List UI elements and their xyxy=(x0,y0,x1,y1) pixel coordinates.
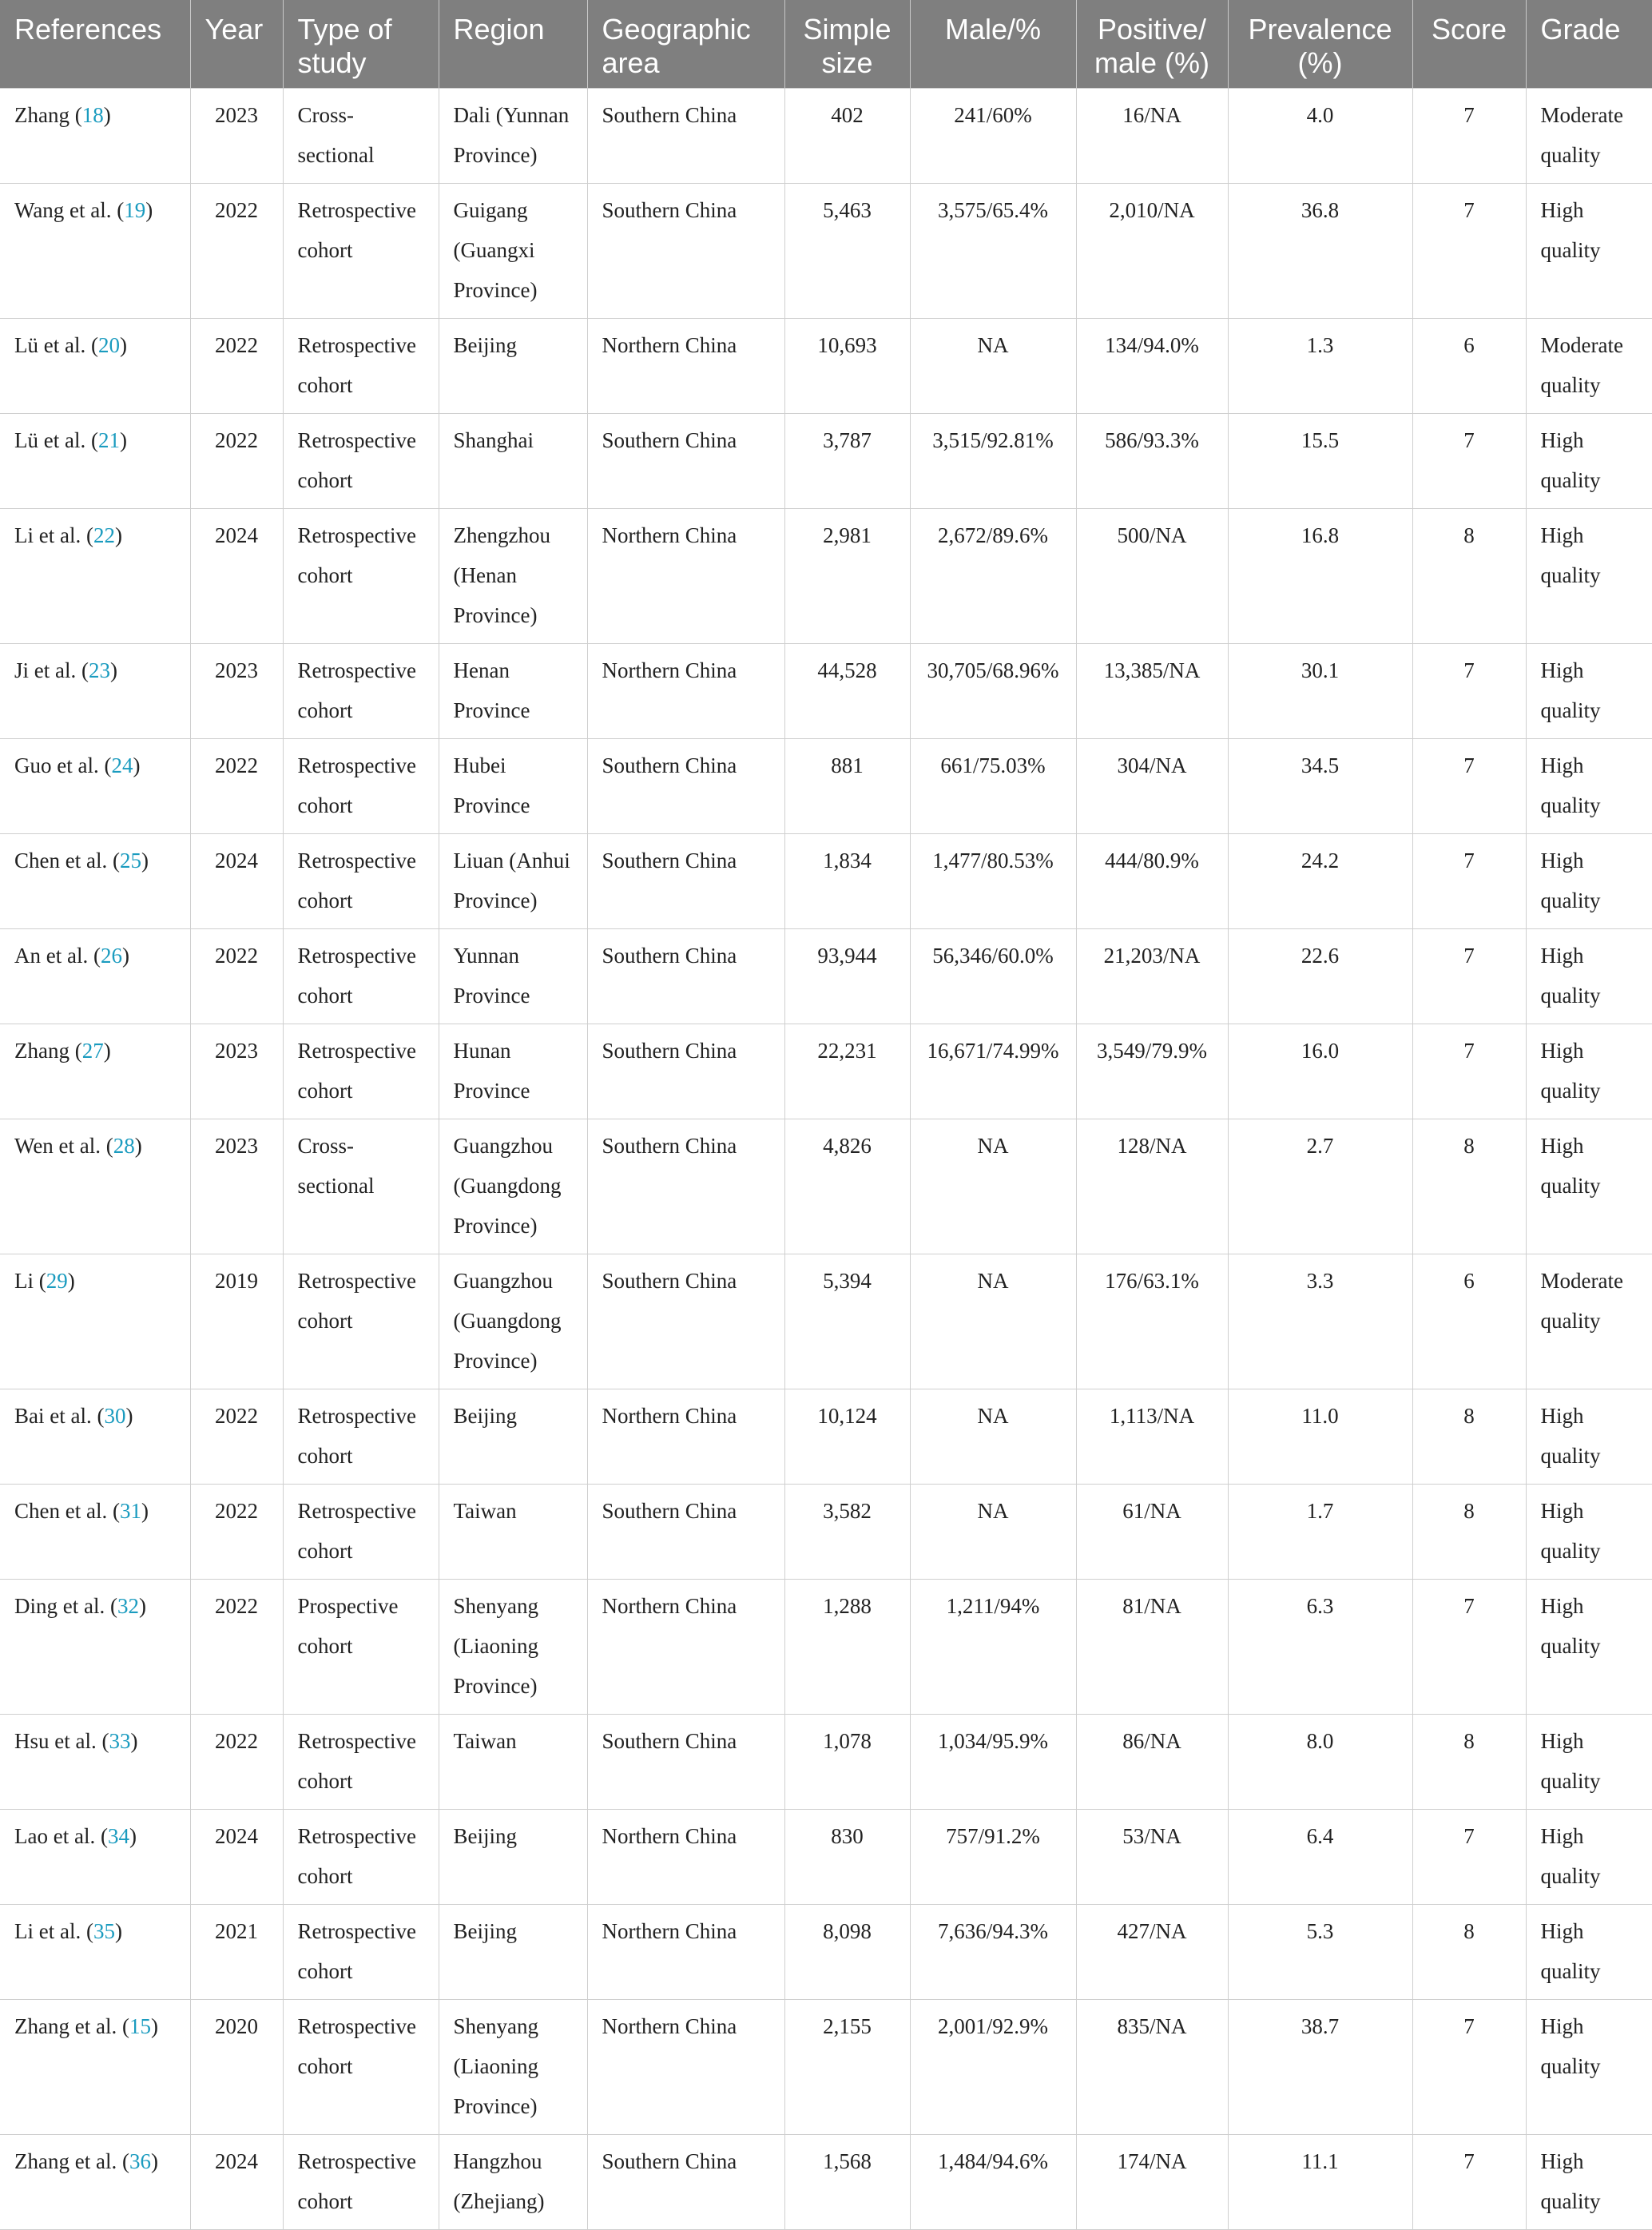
author: Chen et al. xyxy=(14,849,108,873)
year-cell: 2022 xyxy=(190,319,283,414)
prevalence-cell: 1.7 xyxy=(1228,1485,1412,1580)
positive-male-cell: 176/63.1% xyxy=(1076,1254,1228,1389)
sample-size-cell: 2,155 xyxy=(784,2000,910,2135)
header-geographic-area: Geographic area xyxy=(587,0,784,89)
year-cell: 2021 xyxy=(190,1905,283,2000)
score-cell: 8 xyxy=(1412,1119,1526,1254)
reference-cell: Zhang (27) xyxy=(0,1024,190,1119)
sample-size-cell: 1,834 xyxy=(784,834,910,929)
reference-link[interactable]: 28 xyxy=(113,1134,135,1158)
geographic-area-cell: Southern China xyxy=(587,2135,784,2230)
geographic-area-cell: Southern China xyxy=(587,1254,784,1389)
grade-cell: High quality xyxy=(1526,1119,1652,1254)
year-cell: 2024 xyxy=(190,2135,283,2230)
prevalence-cell: 5.3 xyxy=(1228,1905,1412,2000)
table-row xyxy=(0,1715,1652,1810)
male-cell: 7,636/94.3% xyxy=(910,1905,1076,2000)
year-cell: 2020 xyxy=(190,2000,283,2135)
sample-size-cell: 4,826 xyxy=(784,1119,910,1254)
geographic-area-cell: Southern China xyxy=(587,89,784,184)
score-cell: 7 xyxy=(1412,1810,1526,1905)
positive-male-cell: 500/NA xyxy=(1076,509,1228,644)
author: Li et al. xyxy=(14,1919,81,1943)
author: Hsu et al. xyxy=(14,1729,97,1753)
type-cell: Retrospective cohort xyxy=(283,184,439,319)
type-cell: Retrospective cohort xyxy=(283,644,439,739)
year-cell: 2022 xyxy=(190,1715,283,1810)
positive-male-cell: 134/94.0% xyxy=(1076,319,1228,414)
author: Wang et al. xyxy=(14,198,112,222)
region-cell: Hunan Province xyxy=(439,1024,587,1119)
male-cell: NA xyxy=(910,1254,1076,1389)
type-cell: Cross-sectional xyxy=(283,1119,439,1254)
author: Zhang xyxy=(14,1039,69,1063)
male-cell: 3,515/92.81% xyxy=(910,414,1076,509)
region-cell: Taiwan xyxy=(439,1715,587,1810)
geographic-area-cell: Northern China xyxy=(587,509,784,644)
sample-size-cell: 10,693 xyxy=(784,319,910,414)
header-simple-size: Simple size xyxy=(784,0,910,89)
male-cell: NA xyxy=(910,319,1076,414)
sample-size-cell: 5,463 xyxy=(784,184,910,319)
reference-link[interactable]: 24 xyxy=(111,753,133,777)
reference-cell: Zhang et al. (36) xyxy=(0,2135,190,2230)
grade-cell: High quality xyxy=(1526,414,1652,509)
prevalence-cell: 3.3 xyxy=(1228,1254,1412,1389)
reference-link[interactable]: 25 xyxy=(119,849,141,873)
reference-cell: Li et al. (22) xyxy=(0,509,190,644)
author: Ding et al. xyxy=(14,1594,105,1618)
reference-cell: Guo et al. (24) xyxy=(0,739,190,834)
header-male: Male/% xyxy=(910,0,1076,89)
male-cell: 56,346/60.0% xyxy=(910,929,1076,1024)
header-region: Region xyxy=(439,0,587,89)
score-cell: 7 xyxy=(1412,1024,1526,1119)
male-cell: 1,484/94.6% xyxy=(910,2135,1076,2230)
table-row xyxy=(0,1905,1652,2000)
table-row xyxy=(0,1254,1652,1389)
year-cell: 2024 xyxy=(190,509,283,644)
positive-male-cell: 53/NA xyxy=(1076,1810,1228,1905)
type-cell: Retrospective cohort xyxy=(283,929,439,1024)
score-cell: 7 xyxy=(1412,834,1526,929)
table-row xyxy=(0,929,1652,1024)
positive-male-cell: 1,113/NA xyxy=(1076,1389,1228,1485)
geographic-area-cell: Southern China xyxy=(587,1485,784,1580)
positive-male-cell: 13,385/NA xyxy=(1076,644,1228,739)
sample-size-cell: 1,568 xyxy=(784,2135,910,2230)
geographic-area-cell: Southern China xyxy=(587,1119,784,1254)
sample-size-cell: 44,528 xyxy=(784,644,910,739)
author: Guo et al. xyxy=(14,753,99,777)
geographic-area-cell: Southern China xyxy=(587,834,784,929)
author: Chen et al. xyxy=(14,1499,108,1523)
score-cell: 6 xyxy=(1412,1254,1526,1389)
header-positive-male: Positive/ male (%) xyxy=(1076,0,1228,89)
score-cell: 7 xyxy=(1412,739,1526,834)
geographic-area-cell: Southern China xyxy=(587,929,784,1024)
year-cell: 2022 xyxy=(190,1389,283,1485)
prevalence-cell: 1.3 xyxy=(1228,319,1412,414)
male-cell: 661/75.03% xyxy=(910,739,1076,834)
author: Bai et al. xyxy=(14,1404,92,1428)
reference-link[interactable]: 33 xyxy=(109,1729,131,1753)
author: An et al. xyxy=(14,944,89,968)
author: Wen et al. xyxy=(14,1134,101,1158)
positive-male-cell: 81/NA xyxy=(1076,1580,1228,1715)
reference-cell: Ji et al. (23) xyxy=(0,644,190,739)
grade-cell: Moderate quality xyxy=(1526,1254,1652,1389)
score-cell: 8 xyxy=(1412,1389,1526,1485)
reference-link[interactable]: 30 xyxy=(104,1404,126,1428)
reference-link[interactable]: 36 xyxy=(129,2149,151,2173)
region-cell: Hangzhou (Zhejiang) xyxy=(439,2135,587,2230)
reference-cell: Zhang et al. (15) xyxy=(0,2000,190,2135)
male-cell: 1,477/80.53% xyxy=(910,834,1076,929)
year-cell: 2022 xyxy=(190,1485,283,1580)
prevalence-cell: 11.1 xyxy=(1228,2135,1412,2230)
type-cell: Retrospective cohort xyxy=(283,1254,439,1389)
prevalence-cell: 4.0 xyxy=(1228,89,1412,184)
grade-cell: Moderate quality xyxy=(1526,319,1652,414)
author: Lü et al. xyxy=(14,333,86,357)
prevalence-cell: 8.0 xyxy=(1228,1715,1412,1810)
reference-cell: Ding et al. (32) xyxy=(0,1580,190,1715)
header-year: Year xyxy=(190,0,283,89)
grade-cell: High quality xyxy=(1526,1715,1652,1810)
reference-link[interactable]: 18 xyxy=(81,103,104,127)
positive-male-cell: 61/NA xyxy=(1076,1485,1228,1580)
grade-cell: High quality xyxy=(1526,2135,1652,2230)
reference-cell: Chen et al. (25) xyxy=(0,834,190,929)
positive-male-cell: 444/80.9% xyxy=(1076,834,1228,929)
type-cell: Retrospective cohort xyxy=(283,1024,439,1119)
geographic-area-cell: Northern China xyxy=(587,644,784,739)
header-references: References xyxy=(0,0,190,89)
grade-cell: Moderate quality xyxy=(1526,89,1652,184)
grade-cell: High quality xyxy=(1526,1580,1652,1715)
year-cell: 2022 xyxy=(190,1580,283,1715)
geographic-area-cell: Northern China xyxy=(587,1905,784,2000)
author: Li et al. xyxy=(14,523,81,547)
male-cell: 1,034/95.9% xyxy=(910,1715,1076,1810)
positive-male-cell: 174/NA xyxy=(1076,2135,1228,2230)
type-cell: Retrospective cohort xyxy=(283,1905,439,2000)
prevalence-cell: 16.0 xyxy=(1228,1024,1412,1119)
sample-size-cell: 2,981 xyxy=(784,509,910,644)
reference-link[interactable]: 34 xyxy=(107,1824,129,1848)
region-cell: Guangzhou (Guangdong Province) xyxy=(439,1254,587,1389)
prevalence-cell: 38.7 xyxy=(1228,2000,1412,2135)
year-cell: 2022 xyxy=(190,739,283,834)
table-row xyxy=(0,1580,1652,1715)
reference-cell: An et al. (26) xyxy=(0,929,190,1024)
grade-cell: High quality xyxy=(1526,1485,1652,1580)
score-cell: 6 xyxy=(1412,319,1526,414)
male-cell: 3,575/65.4% xyxy=(910,184,1076,319)
male-cell: 30,705/68.96% xyxy=(910,644,1076,739)
table-row xyxy=(0,2000,1652,2135)
grade-cell: High quality xyxy=(1526,1024,1652,1119)
table-row xyxy=(0,2135,1652,2230)
author: Li xyxy=(14,1269,34,1293)
positive-male-cell: 21,203/NA xyxy=(1076,929,1228,1024)
reference-cell: Lao et al. (34) xyxy=(0,1810,190,1905)
reference-link[interactable]: 26 xyxy=(100,944,122,968)
geographic-area-cell: Southern China xyxy=(587,1024,784,1119)
score-cell: 8 xyxy=(1412,1715,1526,1810)
grade-cell: High quality xyxy=(1526,2000,1652,2135)
grade-cell: High quality xyxy=(1526,184,1652,319)
sample-size-cell: 3,787 xyxy=(784,414,910,509)
region-cell: Guigang (Guangxi Province) xyxy=(439,184,587,319)
year-cell: 2022 xyxy=(190,929,283,1024)
year-cell: 2023 xyxy=(190,89,283,184)
sample-size-cell: 8,098 xyxy=(784,1905,910,2000)
positive-male-cell: 304/NA xyxy=(1076,739,1228,834)
region-cell: Henan Province xyxy=(439,644,587,739)
reference-link[interactable]: 35 xyxy=(93,1919,115,1943)
score-cell: 8 xyxy=(1412,509,1526,644)
type-cell: Retrospective cohort xyxy=(283,319,439,414)
score-cell: 7 xyxy=(1412,1580,1526,1715)
reference-link[interactable]: 27 xyxy=(81,1039,104,1063)
male-cell: NA xyxy=(910,1119,1076,1254)
author: Zhang et al. xyxy=(14,2149,117,2173)
author: Lao et al. xyxy=(14,1824,96,1848)
positive-male-cell: 86/NA xyxy=(1076,1715,1228,1810)
score-cell: 7 xyxy=(1412,2135,1526,2230)
sample-size-cell: 93,944 xyxy=(784,929,910,1024)
table-row xyxy=(0,1810,1652,1905)
reference-cell: Wang et al. (19) xyxy=(0,184,190,319)
geographic-area-cell: Northern China xyxy=(587,1580,784,1715)
header-grade: Grade xyxy=(1526,0,1652,89)
author: Zhang et al. xyxy=(14,2014,117,2038)
table-row xyxy=(0,319,1652,414)
region-cell: Beijing xyxy=(439,319,587,414)
prevalence-cell: 36.8 xyxy=(1228,184,1412,319)
prevalence-cell: 30.1 xyxy=(1228,644,1412,739)
score-cell: 7 xyxy=(1412,184,1526,319)
author: Zhang xyxy=(14,103,69,127)
grade-cell: High quality xyxy=(1526,929,1652,1024)
year-cell: 2023 xyxy=(190,1024,283,1119)
geographic-area-cell: Southern China xyxy=(587,184,784,319)
male-cell: 2,001/92.9% xyxy=(910,2000,1076,2135)
prevalence-cell: 24.2 xyxy=(1228,834,1412,929)
score-cell: 7 xyxy=(1412,2000,1526,2135)
reference-cell: Lü et al. (20) xyxy=(0,319,190,414)
table-row xyxy=(0,739,1652,834)
type-cell: Retrospective cohort xyxy=(283,739,439,834)
table-row xyxy=(0,1119,1652,1254)
grade-cell: High quality xyxy=(1526,644,1652,739)
table-row xyxy=(0,644,1652,739)
geographic-area-cell: Southern China xyxy=(587,1715,784,1810)
reference-cell: Wen et al. (28) xyxy=(0,1119,190,1254)
type-cell: Retrospective cohort xyxy=(283,1389,439,1485)
table-body xyxy=(0,89,1652,2230)
male-cell: 757/91.2% xyxy=(910,1810,1076,1905)
type-cell: Retrospective cohort xyxy=(283,509,439,644)
table-header xyxy=(0,0,1652,89)
positive-male-cell: 586/93.3% xyxy=(1076,414,1228,509)
sample-size-cell: 881 xyxy=(784,739,910,834)
reference-link[interactable]: 22 xyxy=(93,523,115,547)
type-cell: Retrospective cohort xyxy=(283,1715,439,1810)
reference-cell: Li et al. (35) xyxy=(0,1905,190,2000)
type-cell: Prospective cohort xyxy=(283,1580,439,1715)
table-row xyxy=(0,1389,1652,1485)
year-cell: 2023 xyxy=(190,1119,283,1254)
grade-cell: High quality xyxy=(1526,1905,1652,2000)
male-cell: 16,671/74.99% xyxy=(910,1024,1076,1119)
prevalence-cell: 2.7 xyxy=(1228,1119,1412,1254)
positive-male-cell: 2,010/NA xyxy=(1076,184,1228,319)
sample-size-cell: 402 xyxy=(784,89,910,184)
region-cell: Beijing xyxy=(439,1810,587,1905)
sample-size-cell: 1,288 xyxy=(784,1580,910,1715)
score-cell: 7 xyxy=(1412,89,1526,184)
reference-link[interactable]: 31 xyxy=(119,1499,141,1523)
type-cell: Retrospective cohort xyxy=(283,2135,439,2230)
positive-male-cell: 835/NA xyxy=(1076,2000,1228,2135)
type-cell: Retrospective cohort xyxy=(283,1810,439,1905)
region-cell: Guangzhou (Guangdong Province) xyxy=(439,1119,587,1254)
geographic-area-cell: Northern China xyxy=(587,2000,784,2135)
male-cell: NA xyxy=(910,1389,1076,1485)
reference-cell: Bai et al. (30) xyxy=(0,1389,190,1485)
reference-cell: Lü et al. (21) xyxy=(0,414,190,509)
region-cell: Zhengzhou (Henan Province) xyxy=(439,509,587,644)
prevalence-cell: 34.5 xyxy=(1228,739,1412,834)
male-cell: 241/60% xyxy=(910,89,1076,184)
type-cell: Cross-sectional xyxy=(283,89,439,184)
reference-cell: Hsu et al. (33) xyxy=(0,1715,190,1810)
type-cell: Retrospective cohort xyxy=(283,1485,439,1580)
reference-link[interactable]: 19 xyxy=(124,198,146,222)
prevalence-cell: 11.0 xyxy=(1228,1389,1412,1485)
grade-cell: High quality xyxy=(1526,1389,1652,1485)
male-cell: 1,211/94% xyxy=(910,1580,1076,1715)
year-cell: 2023 xyxy=(190,644,283,739)
sample-size-cell: 5,394 xyxy=(784,1254,910,1389)
reference-cell: Zhang (18) xyxy=(0,89,190,184)
grade-cell: High quality xyxy=(1526,1810,1652,1905)
region-cell: Shenyang (Liaoning Province) xyxy=(439,2000,587,2135)
reference-link[interactable]: 32 xyxy=(117,1594,139,1618)
header-score: Score xyxy=(1412,0,1526,89)
sample-size-cell: 22,231 xyxy=(784,1024,910,1119)
prevalence-cell: 15.5 xyxy=(1228,414,1412,509)
region-cell: Shenyang (Liaoning Province) xyxy=(439,1580,587,1715)
score-cell: 7 xyxy=(1412,644,1526,739)
score-cell: 8 xyxy=(1412,1485,1526,1580)
score-cell: 7 xyxy=(1412,929,1526,1024)
type-cell: Retrospective cohort xyxy=(283,414,439,509)
prevalence-cell: 22.6 xyxy=(1228,929,1412,1024)
region-cell: Beijing xyxy=(439,1905,587,2000)
table-row xyxy=(0,1024,1652,1119)
region-cell: Shanghai xyxy=(439,414,587,509)
reference-link[interactable]: 23 xyxy=(88,658,110,682)
male-cell: NA xyxy=(910,1485,1076,1580)
table-row xyxy=(0,184,1652,319)
sample-size-cell: 3,582 xyxy=(784,1485,910,1580)
positive-male-cell: 3,549/79.9% xyxy=(1076,1024,1228,1119)
grade-cell: High quality xyxy=(1526,509,1652,644)
year-cell: 2024 xyxy=(190,834,283,929)
year-cell: 2024 xyxy=(190,1810,283,1905)
table-row xyxy=(0,89,1652,184)
score-cell: 8 xyxy=(1412,1905,1526,2000)
positive-male-cell: 128/NA xyxy=(1076,1119,1228,1254)
region-cell: Dali (Yunnan Province) xyxy=(439,89,587,184)
geographic-area-cell: Southern China xyxy=(587,414,784,509)
grade-cell: High quality xyxy=(1526,739,1652,834)
positive-male-cell: 427/NA xyxy=(1076,1905,1228,2000)
table-row xyxy=(0,834,1652,929)
table-row xyxy=(0,414,1652,509)
region-cell: Liuan (Anhui Province) xyxy=(439,834,587,929)
reference-link[interactable]: 29 xyxy=(46,1269,68,1293)
reference-link[interactable]: 21 xyxy=(97,428,120,452)
year-cell: 2019 xyxy=(190,1254,283,1389)
region-cell: Hubei Province xyxy=(439,739,587,834)
male-cell: 2,672/89.6% xyxy=(910,509,1076,644)
year-cell: 2022 xyxy=(190,184,283,319)
author: Lü et al. xyxy=(14,428,86,452)
geographic-area-cell: Northern China xyxy=(587,1389,784,1485)
sample-size-cell: 830 xyxy=(784,1810,910,1905)
table-row xyxy=(0,509,1652,644)
sample-size-cell: 1,078 xyxy=(784,1715,910,1810)
region-cell: Yunnan Province xyxy=(439,929,587,1024)
reference-link[interactable]: 20 xyxy=(97,333,120,357)
prevalence-cell: 6.3 xyxy=(1228,1580,1412,1715)
prevalence-cell: 6.4 xyxy=(1228,1810,1412,1905)
author: Ji et al. xyxy=(14,658,77,682)
header-type-of-study: Type of study xyxy=(283,0,439,89)
region-cell: Taiwan xyxy=(439,1485,587,1580)
reference-cell: Li (29) xyxy=(0,1254,190,1389)
positive-male-cell: 16/NA xyxy=(1076,89,1228,184)
sample-size-cell: 10,124 xyxy=(784,1389,910,1485)
year-cell: 2022 xyxy=(190,414,283,509)
prevalence-cell: 16.8 xyxy=(1228,509,1412,644)
table-row xyxy=(0,1485,1652,1580)
type-cell: Retrospective cohort xyxy=(283,834,439,929)
geographic-area-cell: Northern China xyxy=(587,1810,784,1905)
grade-cell: High quality xyxy=(1526,834,1652,929)
score-cell: 7 xyxy=(1412,414,1526,509)
geographic-area-cell: Southern China xyxy=(587,739,784,834)
type-cell: Retrospective cohort xyxy=(283,2000,439,2135)
region-cell: Beijing xyxy=(439,1389,587,1485)
reference-cell: Chen et al. (31) xyxy=(0,1485,190,1580)
reference-link[interactable]: 15 xyxy=(129,2014,151,2038)
header-prevalence: Prevalence (%) xyxy=(1228,0,1412,89)
geographic-area-cell: Northern China xyxy=(587,319,784,414)
